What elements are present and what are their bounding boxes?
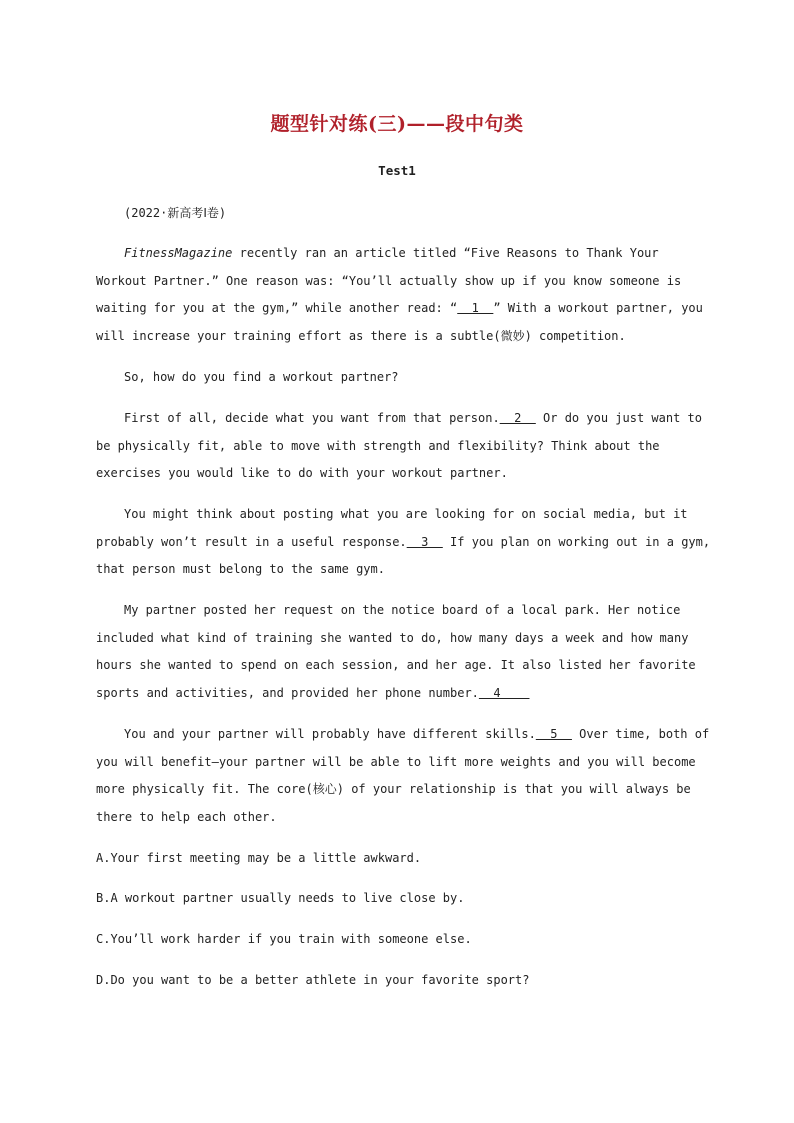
paragraph-text: If you plan on working out in a gym, that person must belong to the same gym. [96, 534, 711, 577]
blank-1[interactable]: 1 [457, 301, 494, 316]
paragraph-text: My partner posted her request on the notice board of a local park. Her notice included what kind of training she wanted to do, how many days a week and how many hours she wanted to spend on each session, and her age. It also listed her favorite sports and activities, and provided her phone number. [96, 603, 696, 700]
paragraph-1 [96, 240, 716, 350]
blank-2[interactable]: 2 [499, 411, 536, 425]
page-title: 题型针对练(三)——段中句类 [270, 113, 524, 135]
paragraph-2 [96, 364, 716, 392]
paragraph-text: First of all, decide what you want from that person. [124, 411, 500, 425]
paragraph-text: Over time, both of you will benefit—your partner will be able to lift more weights and you will become more physically fit. The core(核心) of your relationship is that you will always be there to help each other. [96, 727, 710, 824]
option-c: C.You’ll work harder if you train with someone else. [96, 932, 472, 946]
paragraph-3 [96, 405, 716, 488]
paragraph-4 [96, 501, 716, 584]
paragraph-text: You might think about posting what you are looking for on social media, but it probably won’t result in a useful response. [96, 507, 688, 549]
paragraph-text: ” With a workout partner, you will increase your training effort as there is a subtle(微妙) competition. [96, 301, 703, 343]
exam-source: (2022·新高考Ⅰ卷) [124, 206, 227, 220]
option-a: A.Your first meeting may be a little awkward. [96, 851, 422, 865]
blank-3[interactable]: 3 [406, 534, 443, 549]
paragraph-text: You and your partner will probably have different skills. [124, 727, 536, 741]
blank-4[interactable]: 4 [478, 685, 530, 700]
paragraph-5 [96, 597, 716, 707]
option-d: D.Do you want to be a better athlete in your favorite sport? [96, 973, 530, 987]
paragraph-text: Or do you just want to be physically fit, able to move with strength and flexibility? Think about the exercises you would like to do with your workout partner. [96, 411, 702, 481]
paragraph-6 [96, 721, 716, 831]
magazine-name: FitnessMagazine [124, 246, 233, 260]
test-label: Test1 [378, 163, 416, 178]
blank-5[interactable]: 5 [535, 727, 572, 741]
paragraph-text: So, how do you find a workout partner? [124, 370, 399, 384]
option-b: B.A workout partner usually needs to live close by. [96, 891, 465, 905]
paragraph-text: recently ran an article titled “Five Reasons to Thank Your Workout Partner.” One reason was: “You’ll actually show up if you know someone is waiting for you at the gym,” while another read: “ [96, 246, 682, 316]
